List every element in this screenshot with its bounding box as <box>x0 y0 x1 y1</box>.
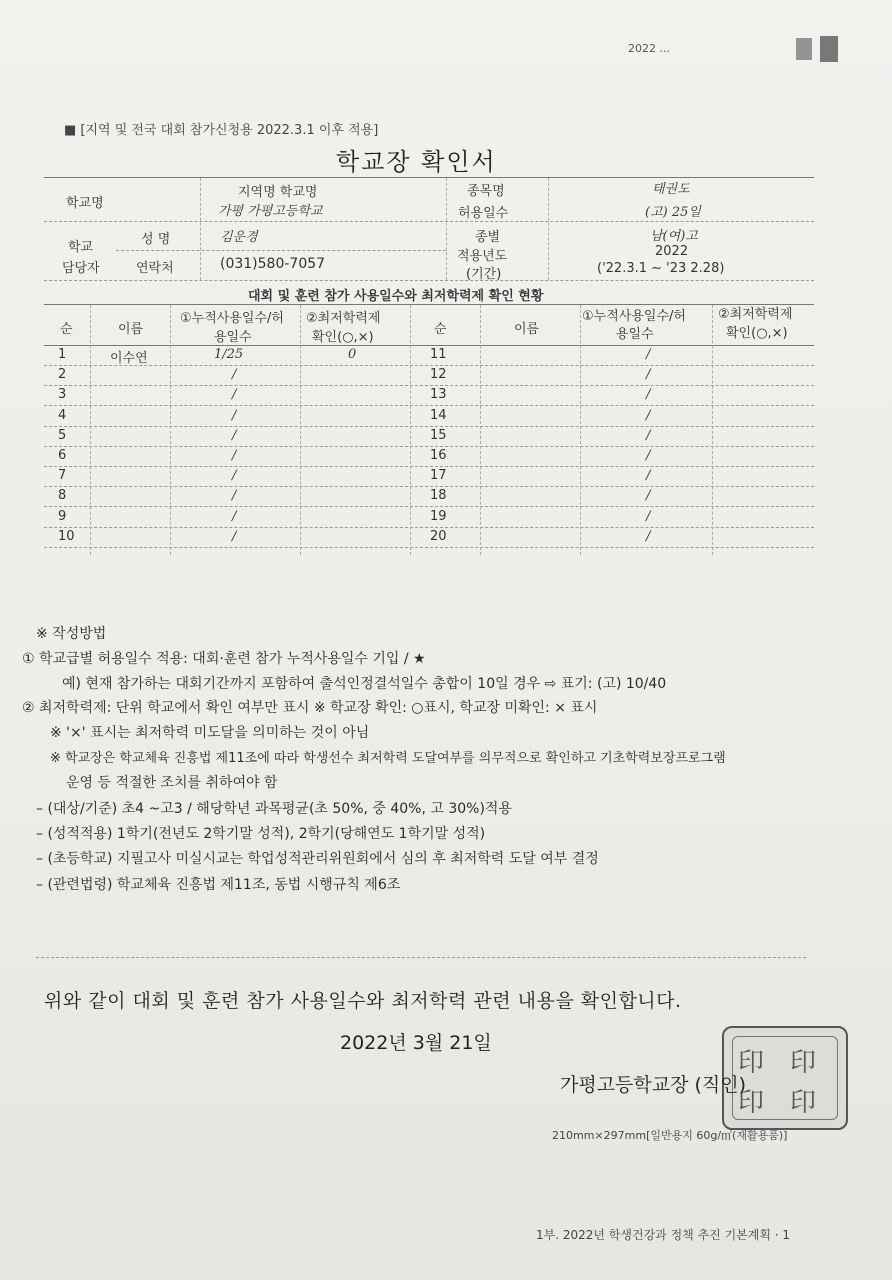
row-number: 13 <box>430 387 447 403</box>
info-rule-3 <box>44 280 814 281</box>
header-check-right-2: 확인(○,×) <box>726 326 788 341</box>
info-divider-3 <box>548 178 549 280</box>
row-number: 4 <box>58 407 67 423</box>
header-name-left: 이름 <box>118 322 144 337</box>
school-label: 학교명 <box>66 196 104 211</box>
gender-label: 종별 <box>475 230 501 245</box>
instruction-line-5: ※ 학교장은 학교체육 진흥법 제11조에 따라 학생선수 최저학력 도달여부를 의무적으로 확인하고 기초학력보장프로그램 <box>50 751 726 766</box>
row-days: / <box>646 528 651 544</box>
table-row <box>44 527 814 528</box>
row-number: 5 <box>58 427 67 443</box>
year-label-line1: 적용년도 <box>457 249 508 264</box>
row-number: 12 <box>430 367 447 383</box>
row-days: / <box>232 488 237 504</box>
header-logo-icon <box>790 32 850 66</box>
row-days: / <box>232 508 237 524</box>
table-row <box>44 365 814 366</box>
row-days: / <box>232 528 237 544</box>
table-vline-4 <box>410 305 411 555</box>
instruction-line-6: 운영 등 적절한 조치를 취하여야 함 <box>66 775 278 791</box>
row-days: 1/25 <box>214 347 244 362</box>
row-days: / <box>232 468 237 484</box>
sport-value: 태권도 <box>652 182 690 197</box>
row-number: 9 <box>58 508 67 524</box>
row-number: 20 <box>430 528 447 544</box>
officer-label-line2: 담당자 <box>62 261 100 276</box>
table-vline-5 <box>480 305 481 555</box>
officer-contact-label: 연락처 <box>136 261 174 276</box>
row-days: / <box>646 488 651 504</box>
officer-label-line1: 학교 <box>68 240 94 255</box>
row-number: 15 <box>430 427 447 443</box>
row-number: 3 <box>58 387 67 403</box>
info-top-rule <box>44 177 814 178</box>
row-number: 7 <box>58 468 67 484</box>
instruction-line-2: 예) 현재 참가하는 대회기간까지 포함하여 출석인정결석일수 총합이 10일 경우 ⇨ 표기: (고) 10/40 <box>62 676 667 692</box>
info-rule-2 <box>44 221 814 222</box>
table-vline-1 <box>90 305 91 555</box>
row-days: / <box>646 448 651 463</box>
header-check-right-1: ②최저학력제 <box>718 307 793 322</box>
row-days: / <box>232 448 237 463</box>
instructions-heading: ※ 작성방법 <box>36 626 107 642</box>
row-days: / <box>646 508 651 524</box>
row-number: 17 <box>430 468 447 484</box>
officer-mid-rule <box>116 250 446 251</box>
row-number: 19 <box>430 508 447 524</box>
table-row <box>44 486 814 487</box>
row-days: / <box>646 427 651 443</box>
header-check-left-2: 확인(○,×) <box>312 330 374 345</box>
instruction-line-8: – (성적적용) 1학기(전년도 2학기말 성적), 2학기(당해연도 1학기말 성적) <box>36 826 486 842</box>
instruction-line-7: – (대상/기준) 초4 ~고3 / 해당학년 과목평균(초 50%, 중 40%, 고 30%)적용 <box>36 801 512 817</box>
page-header-year: 2022 ... <box>628 42 670 55</box>
table-header-rule <box>44 345 814 346</box>
row-number: 1 <box>58 347 67 362</box>
row-number: 16 <box>430 448 447 463</box>
table-row <box>44 385 814 386</box>
table-row <box>44 506 814 507</box>
document-title: 학교장 확인서 <box>336 148 497 176</box>
table-row <box>44 466 814 467</box>
table-row <box>44 547 814 548</box>
row-number: 11 <box>430 347 447 362</box>
table-vline-7 <box>712 305 713 555</box>
row-days: / <box>646 407 651 423</box>
instruction-line-1: ① 학교급별 허용일수 적용: 대회·훈련 참가 누적사용일수 기입 / ★ <box>22 651 426 667</box>
header-no-left: 순 <box>60 322 73 337</box>
confirmation-statement: 위와 같이 대회 및 훈련 참가 사용일수와 최저학력 관련 내용을 확인합니다. <box>44 990 682 1012</box>
sport-label: 종목명 <box>467 184 505 199</box>
instruction-line-4: ※ '×' 표시는 최저학력 미도달을 의미하는 것이 아님 <box>50 725 370 741</box>
header-days-right-1: ①누적사용일수/허 <box>582 309 686 324</box>
officer-name-value: 김운경 <box>220 230 258 245</box>
year-value-line1: 2022 <box>655 244 689 259</box>
officer-name-label: 성 명 <box>141 232 171 247</box>
row-number: 18 <box>430 488 447 504</box>
paper-spec: 210mm×297mm[일반용지 60g/㎡(재활용품)] <box>552 1129 788 1142</box>
table-vline-6 <box>580 305 581 555</box>
table-vline-2 <box>170 305 171 555</box>
row-days: / <box>232 387 237 403</box>
allowed-days-label: 허용일수 <box>458 206 509 221</box>
official-seal-icon: 印 印 印 印 <box>722 1026 848 1130</box>
region-school-header: 지역명 학교명 <box>238 185 318 200</box>
table-caption: 대회 및 훈련 참가 사용일수와 최저학력제 확인 현황 <box>248 289 544 304</box>
row-days: / <box>232 407 237 423</box>
region-school-value: 가평 가평고등학교 <box>218 204 323 219</box>
row-days: / <box>646 367 651 383</box>
header-name-right: 이름 <box>514 322 540 337</box>
row-name: 이수연 <box>110 351 148 366</box>
table-vline-3 <box>300 305 301 555</box>
row-check: 0 <box>348 347 357 362</box>
confirmation-rule <box>36 957 806 958</box>
officer-contact-value: (031)580-7057 <box>220 256 326 272</box>
header-days-left-1: ①누적사용일수/허 <box>180 311 284 326</box>
header-no-right: 순 <box>434 322 447 337</box>
issue-date: 2022년 3월 21일 <box>340 1032 492 1054</box>
allowed-days-value: (고) 25일 <box>645 205 701 220</box>
table-row <box>44 405 814 406</box>
form-notice: ■ [지역 및 전국 대회 참가신청용 2022.3.1 이후 적용] <box>64 123 379 138</box>
instruction-line-3: ② 최저학력제: 단위 학교에서 확인 여부만 표시 ※ 학교장 확인: ○표시, 학교장 미확인: × 표시 <box>22 700 598 716</box>
principal-signature: 가평고등학교장 (직인) <box>560 1074 747 1096</box>
row-days: / <box>232 367 237 383</box>
info-divider-1 <box>200 178 201 280</box>
row-days: / <box>646 387 651 403</box>
header-days-right-2: 용일수 <box>616 327 654 342</box>
row-days: / <box>646 347 651 362</box>
row-days: / <box>646 468 651 484</box>
table-row <box>44 426 814 427</box>
info-divider-2 <box>446 178 447 280</box>
header-days-left-2: 용일수 <box>214 330 252 345</box>
instruction-line-9: – (초등학교) 지필고사 미실시교는 학업성적관리위원회에서 심의 후 최저학력 도달 여부 결정 <box>36 851 599 867</box>
row-number: 14 <box>430 407 447 423</box>
row-days: / <box>232 427 237 443</box>
row-number: 2 <box>58 367 67 383</box>
row-number: 10 <box>58 528 75 544</box>
year-value-line2: ('22.3.1 ~ '23 2.28) <box>597 261 725 276</box>
table-top-rule <box>44 304 814 305</box>
row-number: 6 <box>58 448 67 463</box>
gender-value: 남(여)고 <box>650 229 698 244</box>
row-number: 8 <box>58 488 67 504</box>
table-row <box>44 446 814 447</box>
instruction-line-10: – (관련법령) 학교체육 진흥법 제11조, 동법 시행규칙 제6조 <box>36 877 401 893</box>
page-footer: 1부. 2022년 학생건강과 정책 추진 기본계획 · 1 <box>536 1228 791 1242</box>
header-check-left-1: ②최저학력제 <box>306 311 381 326</box>
year-label-line2: (기간) <box>466 267 502 282</box>
